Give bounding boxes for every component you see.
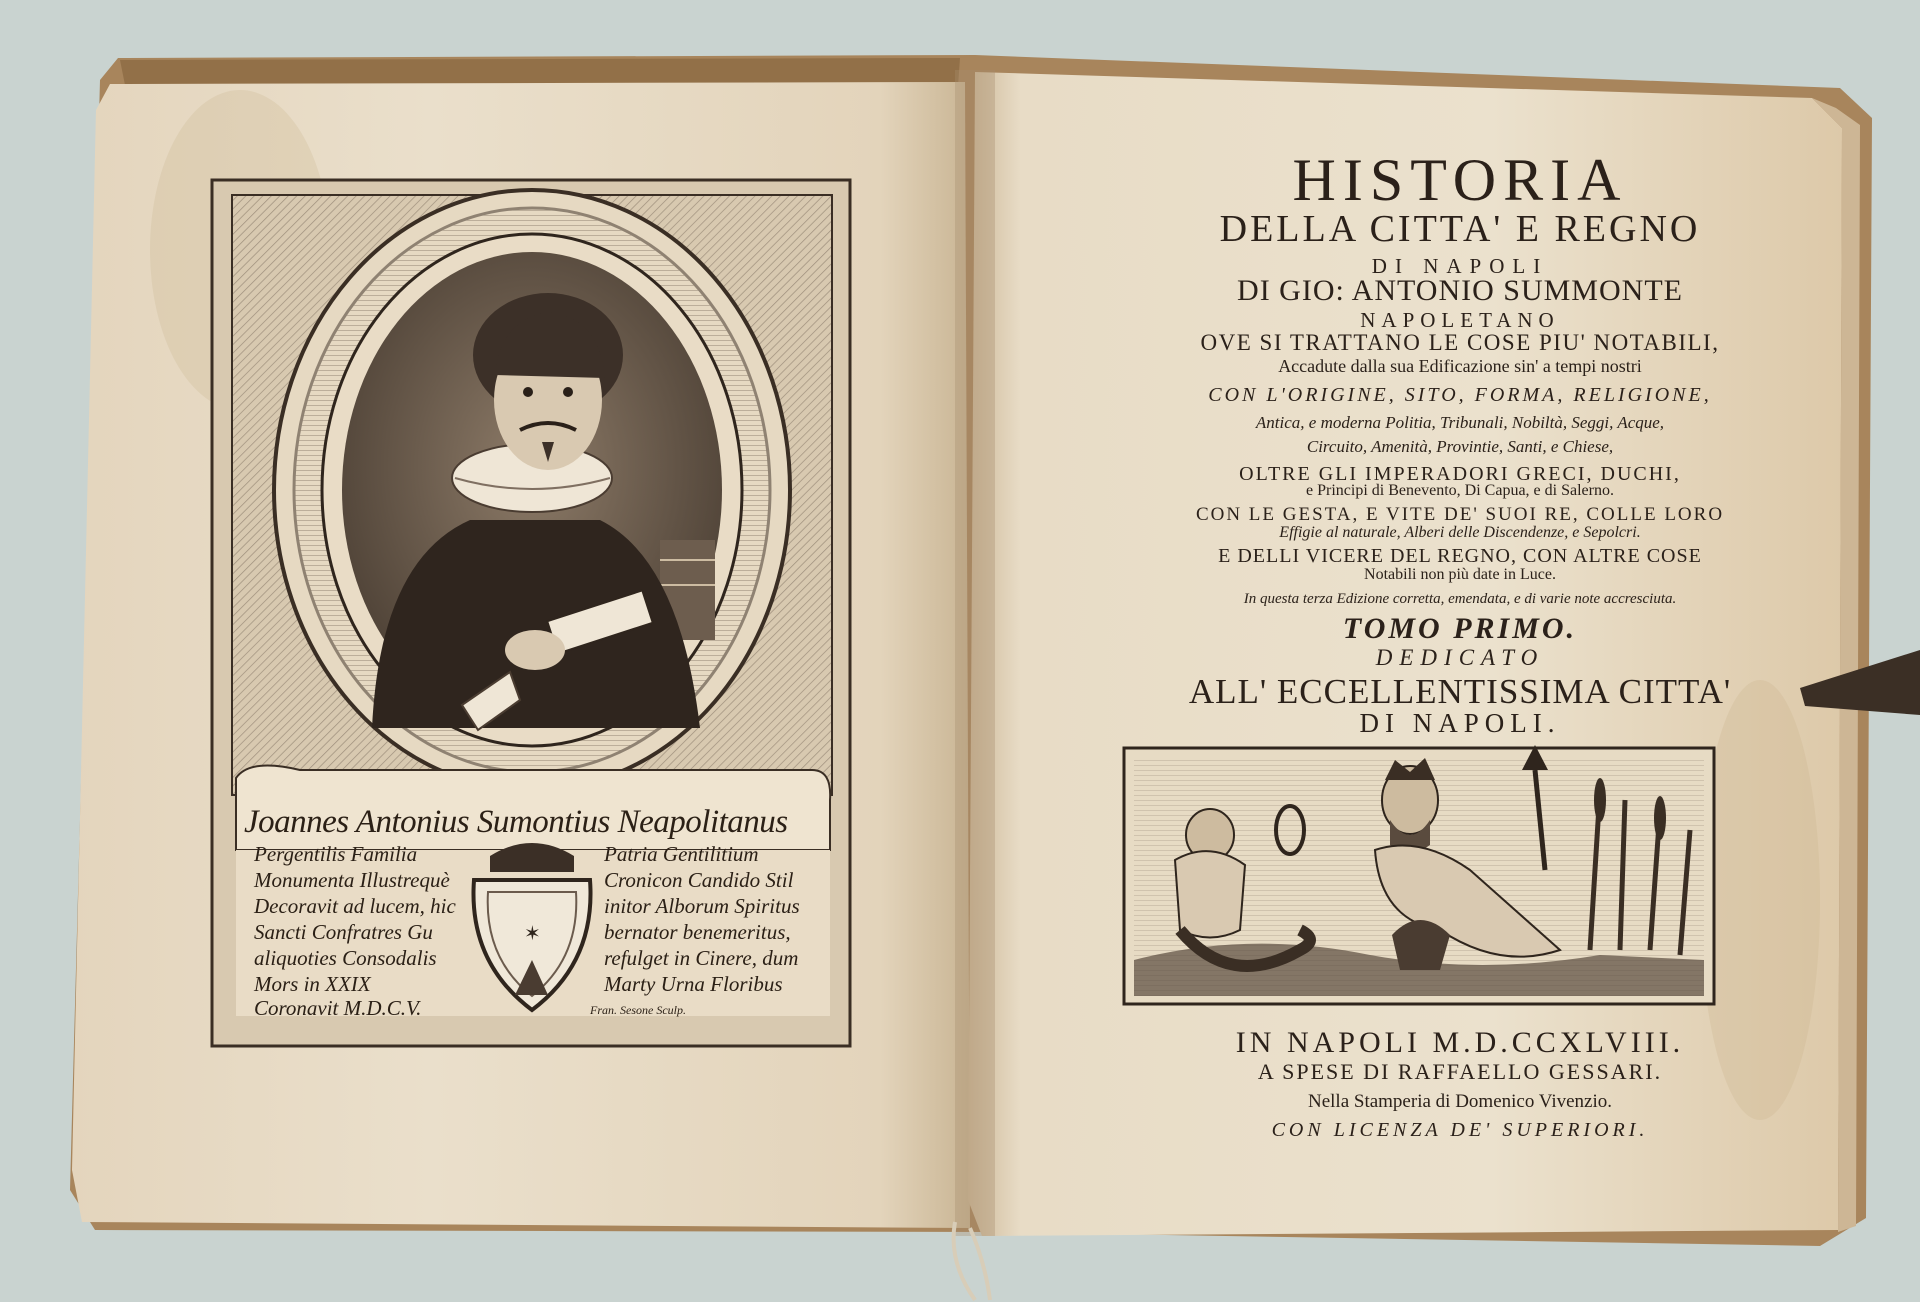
description-line: Circuito, Amenità, Provintie, Santi, e Chiese, (1306, 437, 1614, 456)
author-origin: NAPOLETANO (1360, 308, 1560, 332)
subtitle-place: DI NAPOLI (1371, 254, 1549, 278)
description-line: OVE SI TRATTANO LE COSE PIU' NOTABILI, (1200, 330, 1720, 355)
imprint-license: CON LICENZA DE' SUPERIORI. (1271, 1119, 1649, 1141)
dedication-line: ALL' ECCELLENTISSIMA CITTA' (1188, 672, 1732, 711)
description-line: CON L'ORIGINE, SITO, FORMA, RELIGIONE, (1208, 384, 1712, 406)
inscription-line: initor Alborum Spiritus (604, 894, 800, 918)
imprint-publisher: A SPESE DI RAFFAELLO GESSARI. (1257, 1059, 1663, 1084)
description-line: Antica, e moderna Politia, Tribunali, Nobiltà, Seggi, Acque, (1255, 413, 1665, 432)
inscription-line: Monumenta Illustrequè (254, 868, 450, 892)
book-author: DI GIO: ANTONIO SUMMONTE (1237, 274, 1683, 307)
river-god-vignette (1124, 745, 1714, 1004)
inscription-line: Coronavit M.D.C.V. (254, 996, 422, 1020)
dedication-label: DEDICATO (1375, 645, 1545, 670)
engraver-signature: Fran. Sesone Sculp. (590, 1003, 686, 1017)
inscription-line: Cronicon Candido Stil (604, 868, 794, 892)
inscription-line: Decoravit ad lucem, hic (254, 894, 456, 918)
description-line: e Principi di Benevento, Di Capua, e di Salerno. (1306, 482, 1614, 499)
inscription-line: aliquoties Consodalis (254, 946, 437, 970)
imprint-place: IN NAPOLI M.D.CCXLVIII. (1235, 1026, 1685, 1059)
book-title: HISTORIA (1292, 147, 1628, 213)
description-line: Accadute dalla sua Edificazione sin' a tempi nostri (1278, 356, 1642, 376)
edition-note: In questa terza Edizione corretta, emendata, e di varie note accresciuta. (1243, 591, 1677, 607)
book-subtitle: DELLA CITTA' E REGNO (1219, 208, 1701, 250)
description-line: Notabili non più date in Luce. (1364, 566, 1556, 583)
portrait-inscription-name: Joannes Antonius Sumontius Neapolitanus (244, 804, 788, 840)
inscription-line: Sancti Confratres Gu (254, 920, 433, 944)
inscription-line: refulget in Cinere, dum (604, 946, 799, 970)
volume-label: TOMO PRIMO. (1342, 612, 1578, 645)
inscription-line: Pergentilis Familia (254, 842, 418, 866)
svg-text:✶: ✶ (524, 923, 541, 945)
inscription-line: bernator benemeritus, (604, 920, 791, 944)
inscription-line: Patria Gentilitium (604, 842, 759, 866)
inscription-line: Marty Urna Floribus (604, 972, 783, 996)
description-line: OLTRE GLI IMPERADORI GRECI, DUCHI, (1239, 463, 1681, 485)
imprint-printer: Nella Stamperia di Domenico Vivenzio. (1307, 1091, 1612, 1112)
dedication-line: DI NAPOLI. (1359, 708, 1561, 738)
inscription-line: Mors in XXIX (254, 972, 371, 996)
description-line: CON LE GESTA, E VITE DE' SUOI RE, COLLE LORO (1195, 504, 1725, 525)
description-line: E DELLI VICERE DEL REGNO, CON ALTRE COSE (1218, 545, 1702, 567)
description-line: Effigie al naturale, Alberi delle Discendenze, e Sepolcri. (1279, 524, 1641, 541)
